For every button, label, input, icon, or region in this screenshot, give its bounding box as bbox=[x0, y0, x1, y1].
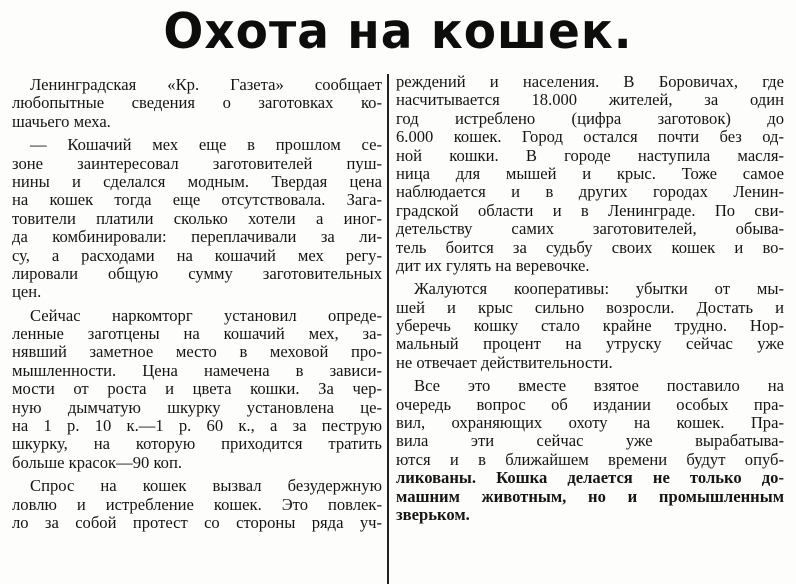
text-line: шей и крыс сильно возросли. Достать и bbox=[396, 297, 784, 317]
text-line: реждений и населения. В Боровичах, где bbox=[396, 72, 784, 91]
text-line: любопытные сведения о заготовках ко- bbox=[12, 93, 382, 113]
text-line: наблюдается и в других городах Ленин- bbox=[396, 182, 784, 202]
text-line: на кошек тогда еще отсутствовала. Зага- bbox=[12, 190, 382, 210]
text-line: год истреблено (цифра заготовок) до bbox=[396, 108, 784, 128]
paragraph bbox=[12, 477, 382, 532]
text-line: 6.000 кошек. Город остался почти без од- bbox=[396, 127, 784, 147]
column-divider bbox=[387, 74, 389, 584]
paragraph bbox=[396, 280, 784, 372]
text-line: шкурку, на которую приходится тратить bbox=[12, 434, 382, 454]
text-line: насчитывается 18.000 жителей, за один bbox=[396, 90, 784, 110]
text-line: очередь вопрос об издании особых пра- bbox=[396, 394, 784, 414]
text-line: уберечь кошку стало крайне трудно. Нор- bbox=[396, 316, 784, 336]
text-line: мости от роста и цвета кошки. За чер- bbox=[12, 379, 382, 399]
paragraph bbox=[396, 377, 784, 524]
text-line: цен. bbox=[12, 282, 42, 302]
right-column bbox=[396, 73, 784, 529]
text-line: — Кошачий мех еще в прошлом се- bbox=[30, 135, 382, 155]
text-line: не отвечает действительности. bbox=[396, 352, 613, 372]
article-title: Охота на кошек. bbox=[163, 2, 633, 61]
text-line: ловлю и истребление кошек. Это повлек- bbox=[12, 494, 382, 514]
text-line: мышленности. Цена намечена в зависи- bbox=[12, 360, 382, 380]
text-line: тель боится за судьбу своих кошек и во- bbox=[396, 237, 784, 257]
text-line: ница для мышей и крыс. Тоже самое bbox=[396, 163, 784, 183]
text-line: Спрос на кошек вызвал безудержную bbox=[30, 476, 382, 496]
text-line: ленные заготцены на кошачий мех, за- bbox=[12, 324, 382, 344]
text-line: товители платили сколько хотели а иног- bbox=[12, 208, 382, 228]
left-column bbox=[12, 76, 382, 537]
text-line: вил, охраняющих охоту на кошек. Пра- bbox=[396, 413, 784, 433]
text-line: да комбинировали: переплачивали за ли- bbox=[12, 227, 382, 247]
text-line: ной кошки. В городе наступила масля- bbox=[396, 145, 784, 165]
text-line: зоне заинтересовал заготовителей пуш- bbox=[12, 153, 382, 173]
text-line: дит их гулять на веревочке. bbox=[396, 255, 590, 275]
text-line: на 1 р. 10 к.—1 р. 60 к., а за пеструю bbox=[12, 416, 382, 436]
text-line: ло за собой протест со стороны ряда уч- bbox=[12, 512, 382, 532]
text-line: су, а расходами на кошачий мех регу- bbox=[12, 245, 382, 265]
text-line: ются и в ближайшем времени будут опуб- bbox=[396, 449, 784, 469]
text-line: Жалуются кооперативы: убытки от мы- bbox=[414, 279, 784, 299]
text-line: ликованы. Кошка делается не только до- bbox=[396, 468, 784, 488]
text-line: Все это вместе взятое поставило на bbox=[414, 376, 784, 396]
paragraph bbox=[12, 136, 382, 302]
text-line: нины и сделался модным. Твердая цена bbox=[12, 171, 382, 191]
text-line: нявший заметное место в меховой про- bbox=[12, 342, 382, 362]
paragraph bbox=[12, 307, 382, 473]
text-line: больше красок—90 коп. bbox=[12, 452, 182, 472]
text-line: Сейчас наркомторг установил опреде- bbox=[30, 305, 382, 325]
text-line: мальный процент на утруску сейчас уже bbox=[396, 334, 784, 354]
text-line: ную дымчатую шкурку установлена це- bbox=[12, 397, 382, 417]
text-line: лировали общую сумму заготовительных bbox=[12, 263, 382, 283]
text-line: шачьего меха. bbox=[12, 111, 111, 131]
paragraph bbox=[396, 73, 784, 275]
text-line: детельству самих заготовителей, обыва- bbox=[396, 219, 784, 239]
text-line: зверьком. bbox=[396, 504, 470, 524]
text-line: градской области и в Ленинграде. По сви- bbox=[396, 200, 784, 220]
text-line: вила эти сейчас уже вырабатыва- bbox=[396, 431, 784, 451]
text-line: машним животным, но и промышленным bbox=[396, 486, 784, 506]
text-line: Ленинградская «Кр. Газета» сообщает bbox=[30, 75, 382, 94]
paragraph bbox=[12, 76, 382, 131]
